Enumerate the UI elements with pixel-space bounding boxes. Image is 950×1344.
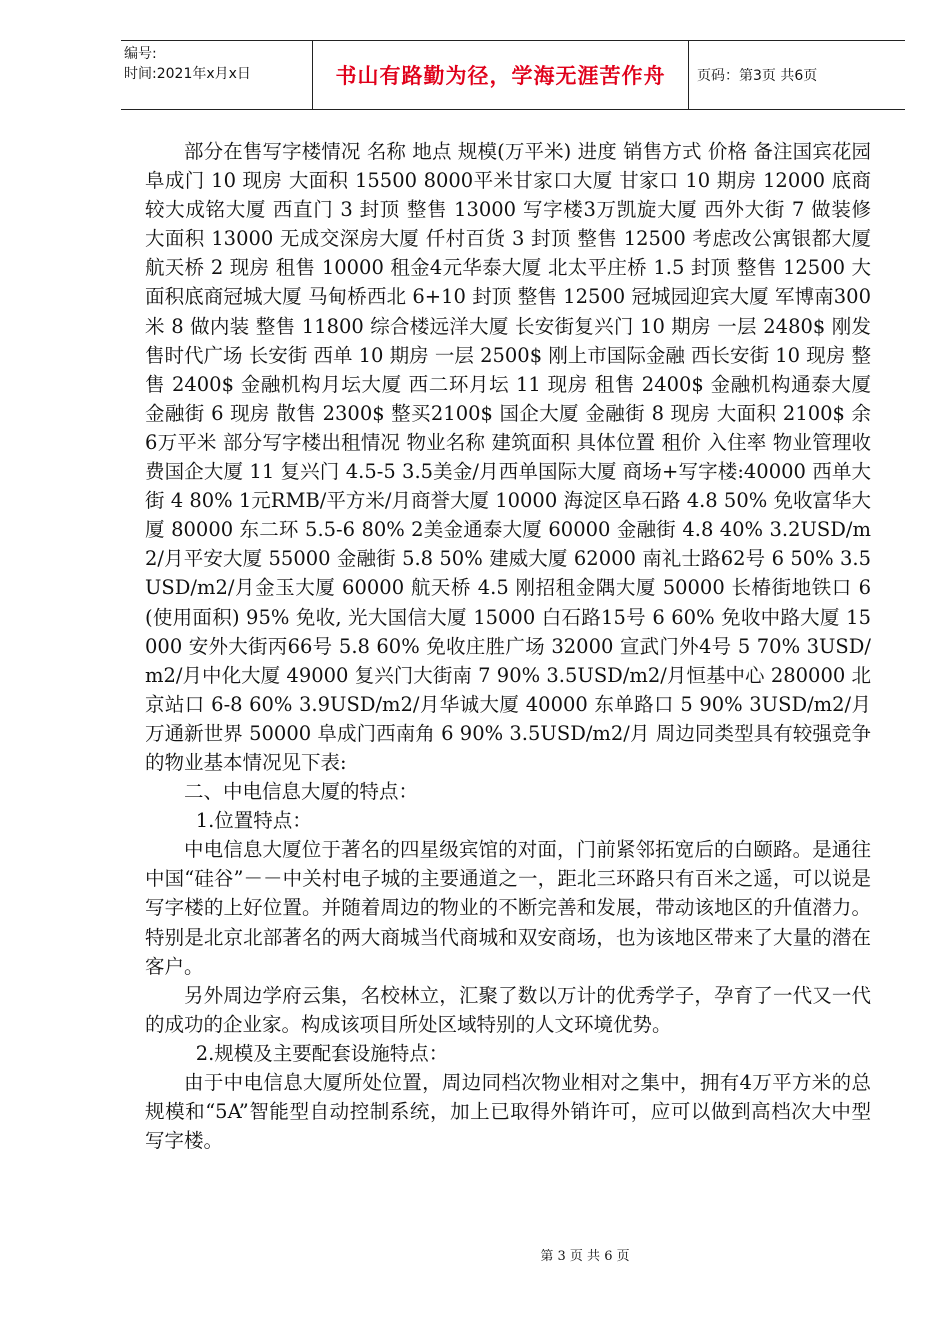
section-heading-features: 二、中电信息大厦的特点： [184,780,419,804]
header-time: 时间:2021年x月x日 [124,66,251,82]
header-motto: 书山有路勤为径，学海无涯苦作舟 [313,41,689,109]
paragraph-location: 中电信息大厦位于著名的四星级宾馆的对面，门前紧邻拓宽后的白颐路。是通往中国“硅谷”－－中关村电子城的主要通道之一，距北三环路只有百米之遥，可以说是写字楼的上好位置。并随着周边的物业的不断完善和发展，带动该地区的升值潜力。特别是北京北部著名的两大商城当代商城和双安商场，也为该地区带来了大量的潜在客户。 [145,838,871,978]
paragraph-office-listings: 部分在售写字楼情况 名称 地点 规模(万平米) 进度 销售方式 价格 备注国宾花园 阜成门 10 现房 大面积 15500 8000平米甘家口大厦 甘家口 10 期房 12000 底商较大成铭大厦 西直门 3 封顶 整售 13000 写字楼3万凯旋大厦 西外大街 7 做装修 大面积 13000 无成交深房大厦 仟村百货 3 封顶 整售 12500 考虑改公寓银都大厦 航天桥 2 现房 租售 10000 租金4元华泰大厦 北太平庄桥 1.5 封顶 整售 12500 大面积底商冠城大厦 马甸桥西北 6+10 封顶 整售 12500 冠城园迎宾大厦 军博南300米 8 做内装 整售 11800 综合楼远洋大厦 长安街复兴门 10 期房 一层 2480$ 刚发售时代广场 长安街 西单 10 期房 一层 2500$ 刚上市国际金融 西长安街 10 现房 整售 2400$ 金融机构月坛大厦 西二环月坛 11 现房 租售 2400$ 金融机构通泰大厦 金融街 6 现房 散售 2300$ 整买2100$ 国企大厦 金融街 8 现房 大面积 2100$ 余6万平米 部分写字楼出租情况 物业名称 建筑面积 具体位置 租价 入住率 物业管理收费国企大厦 11 复兴门 4.5-5 3.5美金/月西单国际大厦 商场+写字楼:40000 西单大街 4 80% 1元RMB/平方米/月商誉大厦 10000 海淀区阜石路 4.8 50% 免收富华大厦 80000 东二环 5.5-6 80% 2美金通泰大厦 60000 金融街 4.8 40% 3.2USD/m2/月平安大厦 55000 金融街 5.8 50% 建威大厦 62000 南礼士路62号 6 50% 3.5USD/m2/月金玉大厦 60000 航天桥 4.5 刚招租金隅大厦 50000 长椿街地铁口 6(使用面积) 95% 免收, 光大国信大厦 15000 白石路15号 6 60% 免收中路大厦 15000 安外大街丙66号 5.8 60% 免收庄胜广场 32000 宣武门外4号 5 70% 3USD/m2/月中化大厦 49000 复兴门大街南 7 90% 3.5USD/m2/月恒基中心 280000 北京站口 6-8 60% 3.9USD/m2/月华诚大厦 40000 东单路口 5 90% 3USD/m2/月万通新世界 50000 阜成门西南角 6 90% 3.5USD/m2/月 周边同类型具有较强竞争的物业基本情况见下表: [145,140,871,774]
paragraph-environment: 另外周边学府云集，名校林立，汇聚了数以万计的优秀学子，孕育了一代又一代的成功的企业家。构成该项目所处区域特别的人文环境优势。 [145,983,871,1036]
page-footer: 第 3 页 共 6 页 [540,1249,630,1264]
subheading-location: 1.位置特点： [195,809,312,833]
paragraph-scale: 由于中电信息大厦所处位置，周边同档次物业相对之集中，拥有4万平方米的总规模和“5A”智能型自动控制系统，加上已取得外销许可，应可以做到高档次大中型写字楼。 [145,1071,871,1153]
header-number: 编号: [124,46,157,62]
subheading-scale: 2.规模及主要配套设施特点： [195,1041,449,1065]
header-meta [121,41,313,109]
header-page-info: 页码：第3页 共6页 [697,68,818,84]
document-body [145,137,871,1155]
page-header [121,40,905,110]
